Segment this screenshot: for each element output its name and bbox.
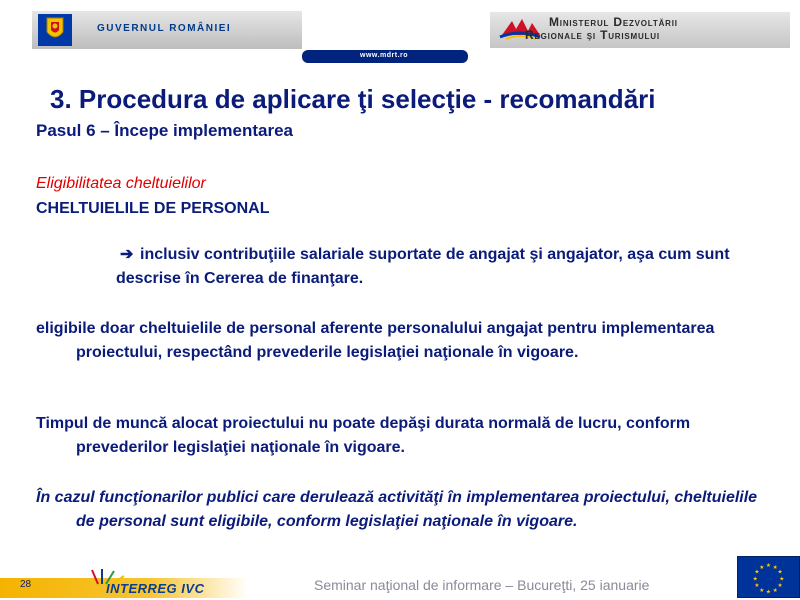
svg-text:★: ★ (754, 569, 760, 576)
svg-text:★: ★ (765, 563, 772, 569)
arrow-right-icon: ➔ (120, 246, 134, 263)
public-officials-paragraph: În cazul funcţionarilor publici care derulează activităţi în implementarea proiectului, cheltuielile de personal sunt eligibile, conform legislaţiei naţionale în vigoare. (36, 489, 758, 530)
personnel-heading: CHELTUIELILE DE PERSONAL (36, 200, 270, 217)
seminar-footer-text: Seminar naţional de informare – Bucureţti, 25 ianuarie (314, 577, 650, 593)
svg-text:★: ★ (777, 569, 783, 576)
svg-text:★: ★ (779, 576, 785, 583)
svg-text:★: ★ (754, 583, 760, 589)
svg-text:★: ★ (759, 564, 765, 571)
romania-coat-of-arms-icon (38, 14, 72, 46)
eu-flag-icon (737, 556, 800, 598)
eligible-paragraph: eligibile doar cheltuielile de personal aferente personalului angajat pentru implementarea proiectului, respectând prevederile legislaţiei naţionale în vigoare. (36, 320, 715, 361)
eligibility-heading: Eligibilitatea cheltuielilor (36, 175, 206, 192)
working-time-paragraph: Timpul de muncă alocat proiectului nu poate depăşi durata normală de lucru, conform prevederilor legislaţiei naţionale în vigoare. (36, 415, 691, 456)
contributions-paragraph (76, 243, 776, 291)
government-text: GUVERNUL ROMÂNIEI (97, 23, 232, 34)
svg-text:★: ★ (752, 576, 758, 583)
step-heading: Pasul 6 – Începe implementarea (36, 121, 294, 140)
svg-text:★: ★ (772, 564, 778, 571)
ministry-name-line2: Regionale şi Turismului (525, 28, 660, 42)
page-number: 28 (20, 579, 32, 590)
svg-text:★: ★ (765, 589, 772, 596)
interreg-logo-text: INTERREG IVC (106, 581, 205, 596)
contributions-text: inclusiv contribuţiile salariale suportate de angajat şi angajator, aşa cum sunt descrise în Cererea de finanţare. (116, 246, 730, 287)
slide-title: 3. Procedura de aplicare ţi selecţie - recomandări (50, 84, 656, 114)
svg-text:★: ★ (759, 587, 765, 594)
website-url[interactable]: www.mdrt.ro (360, 52, 409, 59)
svg-text:★: ★ (777, 583, 783, 589)
ministry-name-line1: Ministerul Dezvoltării (549, 15, 678, 29)
svg-text:★: ★ (772, 587, 778, 594)
